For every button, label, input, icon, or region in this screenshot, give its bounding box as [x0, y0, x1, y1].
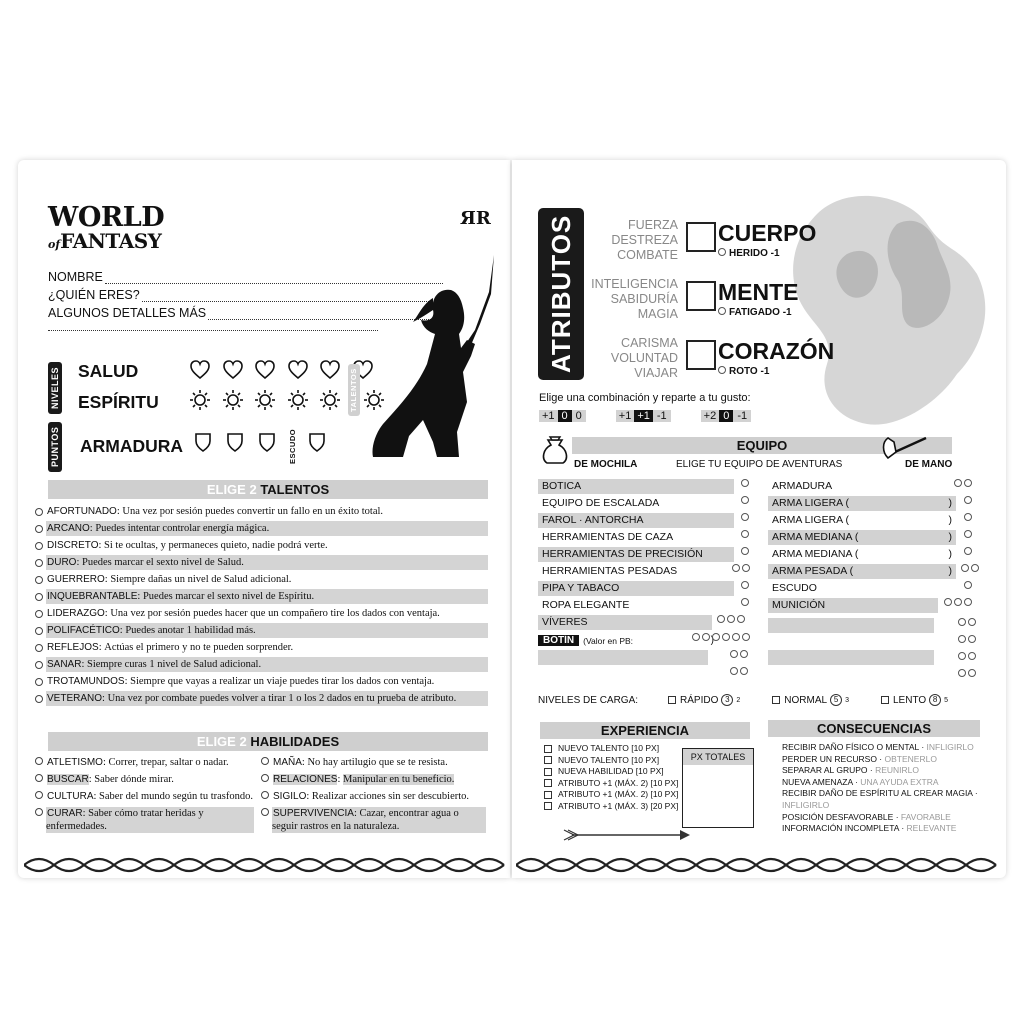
mente-name: MENTE [718, 279, 799, 305]
espiritu-label: ESPÍRITU [78, 392, 159, 412]
combo-val: 0 [572, 410, 586, 422]
logo-line1: WORLD [48, 202, 165, 233]
mochila-item[interactable] [538, 581, 734, 596]
skill-name: SUPERVIVENCIA [273, 808, 354, 819]
attr-sub: COMBATE [617, 248, 678, 262]
carga-lento[interactable] [881, 694, 948, 706]
talent-name: ARCANO [47, 523, 90, 534]
habilidades-title: HABILIDADES [250, 734, 340, 749]
xp-item[interactable] [544, 789, 678, 801]
xp-item[interactable] [544, 755, 678, 767]
armadura-shields [194, 432, 276, 452]
talent-name: REFLEJOS [47, 642, 99, 653]
arrow-icon [562, 828, 692, 842]
item-circles[interactable] [962, 513, 972, 524]
combo-val: 0 [719, 410, 733, 422]
item-label: PIPA Y TABACO [542, 582, 620, 594]
attr-sub: SABIDURÍA [610, 292, 678, 306]
skill-desc: Correr, trepar, saltar o nadar. [108, 757, 229, 768]
skill-row[interactable]: SUPERVIVENCIA: Cazar, encontrar agua o seguir rastros en la naturaleza. [272, 807, 486, 833]
combo-val: +1 [634, 410, 653, 422]
talent-name: SANAR [47, 659, 82, 670]
attr-sub: FUERZA [628, 218, 678, 232]
item-label: FAROL · ANTORCHA [542, 514, 644, 526]
carga-bag-icon: 8 [929, 694, 941, 706]
mano-label: DE MANO [905, 459, 953, 470]
salud-hearts [190, 360, 373, 380]
talent-desc: Una vez por combate puedes volver a tirar 1 o los 2 dados en tu prueba de atributo. [107, 693, 457, 704]
item-circles[interactable] [956, 669, 976, 680]
mochila-item[interactable] [538, 496, 734, 511]
xp-text: NUEVO TALENTO [10 PX] [558, 743, 660, 753]
item-circles[interactable] [962, 530, 972, 541]
talent-row[interactable]: REFLEJOS : Actúas el primero y no te pueden sorprender. [46, 640, 488, 655]
mano-item[interactable] [768, 598, 938, 613]
talent-desc: Actúas el primero y no te pueden sorprender. [104, 642, 294, 653]
talent-row[interactable]: VETERANO : Una vez por combate puedes volver a tirar 1 o los 2 dados en tu prueba de atributo. [46, 691, 488, 706]
skill-name: RELACIONES [273, 774, 338, 785]
cons-alt: FAVORABLE [900, 811, 951, 822]
mano-extra-line[interactable] [768, 618, 934, 633]
carga-row [538, 694, 948, 706]
item-paren: ) [948, 514, 952, 526]
herido-condition[interactable] [718, 248, 780, 259]
mochila-item[interactable] [538, 547, 734, 562]
detalles-label: ALGUNOS DETALLES MÁS [48, 306, 207, 320]
item-circles[interactable] [739, 513, 749, 524]
item-circles[interactable] [690, 633, 750, 644]
cons-main: POSICIÓN DESFAVORABLE [782, 811, 894, 822]
cons-main: NUEVA AMENAZA [782, 776, 853, 787]
item-circles[interactable] [739, 598, 749, 609]
talent-row[interactable]: DURO : Puedes marcar el sexto nivel de Salud. [46, 555, 488, 570]
cons-main: PERDER UN RECURSO [782, 753, 877, 764]
puntos-tab: PUNTOS [48, 422, 62, 472]
skill-name: MAÑA [273, 757, 302, 768]
consecuencias-list [782, 742, 987, 835]
talent-row[interactable]: ARCANO : Puedes intentar controlar energía mágica. [46, 521, 488, 536]
mochila-item[interactable] [538, 513, 734, 528]
item-circles[interactable] [739, 547, 749, 558]
item-circles[interactable] [942, 598, 972, 609]
talent-row[interactable]: GUERRERO : Siempre dañas un nivel de Salud adicional. [46, 572, 488, 587]
talent-desc: Puedes marcar el sexto nivel de Espíritu. [142, 591, 315, 602]
cuerpo-name: CUERPO [718, 220, 817, 246]
item-label: BOTICA [542, 480, 582, 492]
celtic-knot-border [24, 856, 508, 874]
logo-line2: FANTASY [60, 229, 162, 253]
item-circles[interactable] [952, 479, 972, 490]
combo-val: -1 [733, 410, 751, 422]
talent-name: DURO [47, 557, 77, 568]
attr-sub: VIAJAR [634, 366, 678, 380]
attr-sub: INTELIGENCIA [591, 277, 678, 291]
talent-name: GUERRERO [47, 574, 105, 585]
corazon-name: CORAZÓN [718, 338, 835, 364]
attr-sub: CARISMA [621, 336, 678, 350]
xp-item[interactable] [544, 801, 678, 813]
item-circles[interactable] [728, 650, 748, 661]
talentos-title: TALENTOS [260, 482, 330, 497]
xp-item[interactable] [544, 766, 678, 778]
espiritu-suns [190, 390, 340, 410]
attr-subs-corazon [588, 336, 678, 381]
skill-desc: Realizar acciones sin ser descubierto. [311, 791, 470, 802]
skill-name: CULTURA [47, 791, 94, 802]
shield-icon[interactable] [308, 432, 326, 452]
item-circles[interactable] [730, 564, 750, 575]
equipo-subtitle: ELIGE TU EQUIPO DE AVENTURAS [676, 459, 843, 470]
equipo-banner: EQUIPO [572, 437, 952, 454]
attr-sub: MAGIA [637, 307, 678, 321]
mano-item[interactable] [768, 564, 956, 579]
skill-row[interactable]: BUSCAR: Saber dónde mirar. [46, 773, 268, 786]
salud-label: SALUD [78, 361, 139, 381]
talentos-banner [48, 480, 488, 499]
attr-subs-cuerpo [588, 218, 678, 263]
item-label: ARMA LIGERA ( [772, 497, 850, 509]
combo-option[interactable] [539, 410, 586, 422]
skill-desc: Saber cómo tratar heridas y enfermedades. [46, 808, 204, 832]
talent-row[interactable]: DISCRETO : Si te ocultas, y permaneces quieto, nadie podrá verte. [46, 538, 488, 553]
attr-subs-mente [588, 277, 678, 322]
talent-name: DISCRETO [47, 540, 99, 551]
sun-icon[interactable] [223, 390, 243, 410]
cond-text: FATIGADO -1 [729, 307, 792, 318]
item-label: ROPA ELEGANTE [542, 599, 630, 611]
talent-row[interactable]: POLIFACÉTICO : Puedes anotar 1 habilidad más. [46, 623, 488, 638]
heart-icon[interactable] [190, 360, 210, 380]
item-circles[interactable] [739, 479, 749, 490]
item-circles[interactable] [956, 618, 976, 629]
carga-label: NIVELES DE CARGA: [538, 694, 639, 706]
consecuencias-banner: CONSECUENCIAS [768, 720, 980, 737]
combo-option[interactable] [701, 410, 751, 422]
item-paren: ) [948, 565, 952, 577]
xp-text: NUEVA HABILIDAD [10 PX] [558, 766, 664, 776]
carga-name: NORMAL [784, 694, 828, 706]
mochila-item[interactable] [538, 530, 734, 545]
backpack-icon [538, 432, 572, 466]
xp-item[interactable] [544, 778, 678, 790]
heart-icon[interactable] [288, 360, 308, 380]
shield-icon[interactable] [226, 432, 244, 452]
talent-desc: Una vez por sesión puedes hacer que un compañero tire los dados con ventaja. [110, 608, 440, 619]
cons-alt: UNA AYUDA EXTRA [860, 776, 939, 787]
item-circles[interactable] [962, 547, 972, 558]
item-label: HERRAMIENTAS PESADAS [542, 565, 678, 577]
talent-row[interactable]: INQUEBRANTABLE : Puedes marcar el sexto nivel de Espíritu. [46, 589, 488, 604]
item-circles[interactable] [739, 581, 749, 592]
item-label: ARMA MEDIANA ( [772, 548, 859, 560]
axe-icon [880, 432, 930, 462]
escudo-tab: ESCUDO [288, 428, 297, 464]
quien-eres-label: ¿QUIÉN ERES? [48, 288, 140, 302]
skill-row[interactable]: CURAR: Saber cómo tratar heridas y enfermedades. [46, 807, 254, 833]
skill-row[interactable]: RELACIONES: Manipular en tu beneficio. [272, 773, 492, 786]
cond-text: HERIDO -1 [729, 248, 780, 259]
right-page [512, 160, 1006, 878]
talent-name: TROTAMUNDOS [47, 676, 125, 687]
mano-item[interactable] [768, 479, 948, 494]
talent-desc: Siempre que vayas a realizar un viaje puedes tirar los dados con ventaja. [130, 676, 435, 687]
item-label: EQUIPO DE ESCALADA [542, 497, 660, 509]
mano-item[interactable] [768, 581, 948, 596]
cons-main: RECIBIR DAÑO DE ESPÍRITU AL CREAR MAGIA [782, 788, 973, 799]
habilidades-elige: ELIGE 2 [196, 734, 247, 749]
talent-name: INQUEBRANTABLE [47, 591, 138, 602]
item-circles[interactable] [739, 530, 749, 541]
cons-main: SEPARAR AL GRUPO [782, 765, 868, 776]
skill-desc: Saber dónde mirar. [94, 774, 174, 785]
talent-desc: Puedes intentar controlar energía mágica. [95, 523, 270, 534]
cons-alt: INFLIGIRLO [926, 742, 974, 752]
mano-item[interactable] [768, 547, 956, 562]
talent-name: VETERANO [47, 693, 103, 704]
mano-item[interactable] [768, 530, 956, 545]
consecuencia-item: INFORMACIÓN INCOMPLETA · RELEVANTE [782, 823, 957, 834]
armadura-label: ARMADURA [80, 436, 184, 456]
skill-name: SIGILO [273, 791, 307, 802]
botin-label: BOTÍN [538, 635, 579, 646]
combo-prompt: Elige una combinación y reparte a tu gusto: [539, 392, 751, 404]
sun-icon[interactable] [288, 390, 308, 410]
cons-alt: INFLIGIRLO [782, 799, 830, 810]
talent-row[interactable]: TROTAMUNDOS : Siempre que vayas a realizar un viaje puedes tirar los dados con ventaja. [46, 674, 488, 689]
skill-name: BUSCAR [47, 774, 89, 785]
item-label: VÍVERES [542, 616, 588, 628]
item-paren: ) [948, 531, 952, 543]
niveles-tab: NIVELES [48, 362, 62, 414]
cons-alt: REUNIRLO [875, 765, 919, 776]
skill-name: CURAR [47, 808, 83, 819]
skill-desc: Manipular en tu beneficio. [343, 774, 455, 785]
skill-row[interactable]: ATLETISMO: Correr, trepar, saltar o nadar. [46, 756, 268, 769]
carga-tool-icon: 3 [845, 696, 849, 704]
shield-icon[interactable] [258, 432, 276, 452]
mochila-item[interactable] [538, 479, 734, 494]
mochila-label: DE MOCHILA [574, 459, 638, 470]
atributos-tab: ATRIBUTOS [538, 208, 584, 380]
carga-bag-icon: 3 [721, 694, 733, 706]
skill-row[interactable]: MAÑA: No hay artilugio que se te resista. [272, 756, 492, 769]
habilidades-banner [48, 732, 488, 751]
item-circles[interactable] [739, 496, 749, 507]
warrior-silhouette [363, 252, 503, 462]
mente-box[interactable] [686, 281, 716, 311]
item-label: ESCUDO [772, 582, 817, 594]
combo-val: +1 [539, 410, 558, 422]
world-of-fantasy-logo [48, 204, 164, 251]
combo-val: +2 [701, 410, 720, 422]
combo-option[interactable] [616, 410, 671, 422]
celtic-knot-border [516, 856, 1002, 874]
fatigado-condition[interactable] [718, 307, 792, 318]
detalles-extra-line[interactable] [48, 330, 378, 331]
botin-close: ) [710, 635, 714, 646]
xp-item[interactable] [544, 743, 678, 755]
carga-tool-icon: 5 [944, 696, 949, 704]
consecuencia-item: RECIBIR DAÑO FÍSICO O MENTAL · INFLIGIRLO [782, 742, 974, 752]
heart-icon[interactable] [320, 360, 340, 380]
consecuencia-item: SEPARAR AL GRUPO · REUNIRLO [782, 765, 919, 776]
skill-row[interactable]: SIGILO: Realizar acciones sin ser descubierto. [272, 790, 492, 803]
mano-item[interactable] [768, 513, 956, 528]
mano-item[interactable] [768, 496, 956, 511]
carga-normal[interactable] [772, 694, 849, 706]
xp-text: ATRIBUTO +1 (MÁX. 2) [10 PX] [558, 777, 679, 788]
item-circles[interactable] [962, 581, 972, 592]
carga-name: LENTO [892, 694, 927, 706]
talent-desc: Puedes marcar el sexto nivel de Salud. [82, 557, 244, 568]
consecuencia-item: NUEVA AMENAZA · UNA AYUDA EXTRA [782, 776, 939, 787]
corazon-box[interactable] [686, 340, 716, 370]
sun-icon[interactable] [190, 390, 210, 410]
botin-extra-line[interactable] [538, 650, 708, 665]
mano-extra-line[interactable] [768, 650, 934, 665]
talent-row[interactable]: AFORTUNADO : Una vez por sesión puedes convertir un fallo en un éxito total. [46, 504, 488, 519]
sun-icon[interactable] [320, 390, 340, 410]
item-label: HERRAMIENTAS DE CAZA [542, 531, 674, 543]
heart-icon[interactable] [255, 360, 275, 380]
item-paren: ) [948, 548, 952, 560]
cons-main: INFORMACIÓN INCOMPLETA [782, 823, 899, 834]
talent-desc: Puedes anotar 1 habilidad más. [125, 625, 256, 636]
skill-desc: Saber del mundo según tu trasfondo. [99, 791, 254, 802]
mochila-item[interactable] [538, 615, 712, 630]
cons-alt: OBTENERLO [884, 753, 937, 764]
carga-name: RÁPIDO [680, 694, 719, 706]
xp-text: ATRIBUTO +1 (MÁX. 2) [10 PX] [558, 789, 679, 799]
talent-name: POLIFACÉTICO [47, 625, 120, 636]
talent-desc: Siempre curas 1 nivel de Salud adicional. [87, 659, 262, 670]
skill-row[interactable]: CULTURA: Saber del mundo según tu trasfondo. [46, 790, 268, 803]
cons-alt: RELEVANTE [906, 823, 957, 834]
botin-row[interactable] [538, 633, 714, 648]
talent-desc: Una vez por sesión puedes convertir un fallo en un éxito total. [122, 506, 384, 517]
px-totales-title: PX TOTALES [683, 749, 753, 765]
roto-condition[interactable] [718, 366, 769, 377]
logo-of: of [48, 238, 61, 251]
cond-text: ROTO -1 [729, 366, 770, 377]
item-label: MUNICIÓN [772, 599, 826, 611]
item-circles[interactable] [956, 652, 976, 663]
heart-icon[interactable] [223, 360, 243, 380]
item-label: ARMA PESADA ( [772, 565, 854, 577]
consecuencia-item: PERDER UN RECURSO · OBTENERLO [782, 753, 937, 764]
item-label: ARMADURA [772, 480, 833, 492]
experiencia-banner: EXPERIENCIA [540, 722, 750, 739]
mochila-item[interactable] [538, 598, 734, 613]
cuerpo-box[interactable] [686, 222, 716, 252]
item-label: HERRAMIENTAS DE PRECISIÓN [542, 548, 703, 560]
talent-desc: Si te ocultas, y permaneces quieto, nadie podrá verte. [104, 540, 328, 551]
px-totales-box[interactable] [682, 748, 754, 828]
consecuencia-item: POSICIÓN DESFAVORABLE · FAVORABLE [782, 811, 951, 822]
item-label: ARMA LIGERA ( [772, 514, 850, 526]
item-circles[interactable] [959, 564, 979, 575]
nombre-label: NOMBRE [48, 270, 103, 284]
consecuencia-item: RECIBIR DAÑO DE ESPÍRITU AL CREAR MAGIA · INFLIGIRLO [782, 788, 978, 810]
item-paren: ) [948, 497, 952, 509]
left-page [18, 160, 510, 878]
sun-icon[interactable] [364, 390, 384, 410]
carga-bag-icon: 5 [830, 694, 842, 706]
talent-row[interactable]: SANAR : Siempre curas 1 nivel de Salud adicional. [46, 657, 488, 672]
combo-val: 0 [558, 410, 572, 422]
mochila-item[interactable] [538, 564, 734, 579]
skill-name: ATLETISMO [47, 757, 103, 768]
talentos-elige: ELIGE 2 [206, 482, 257, 497]
combo-val: -1 [653, 410, 671, 422]
item-circles[interactable] [728, 667, 748, 678]
attr-sub: DESTREZA [611, 233, 678, 247]
shield-icon[interactable] [194, 432, 212, 452]
carga-rapido[interactable] [668, 694, 740, 706]
cons-main: RECIBIR DAÑO FÍSICO O MENTAL [782, 742, 919, 752]
experiencia-list [544, 743, 678, 812]
talent-desc: Siempre dañas un nivel de Salud adicional. [110, 574, 292, 585]
talent-name: AFORTUNADO [47, 506, 117, 517]
talentos-tab: TALENTOS [348, 364, 360, 416]
xp-text: NUEVO TALENTO [10 PX] [558, 754, 660, 765]
xp-text: ATRIBUTO +1 (MÁX. 3) [20 PX] [558, 800, 679, 811]
carga-tool-icon: 2 [736, 696, 741, 704]
skill-desc: Cazar, encontrar agua o seguir rastros en la naturaleza. [272, 808, 459, 832]
item-circles[interactable] [956, 635, 976, 646]
combo-val: +1 [616, 410, 635, 422]
skill-desc: No hay artilugio que se te resista. [307, 757, 448, 768]
attr-sub: VOLUNTAD [610, 351, 678, 365]
item-circles[interactable] [962, 496, 972, 507]
combo-options [539, 410, 751, 422]
sun-icon[interactable] [255, 390, 275, 410]
item-circles[interactable] [715, 615, 745, 626]
talent-row[interactable]: LIDERAZGO : Una vez por sesión puedes hacer que un compañero tire los dados con ventaja. [46, 606, 488, 621]
talent-name: LIDERAZGO [47, 608, 105, 619]
publisher-mark: ЯR [460, 208, 491, 229]
botin-note: (Valor en PB: [583, 635, 634, 646]
item-label: ARMA MEDIANA ( [772, 531, 859, 543]
